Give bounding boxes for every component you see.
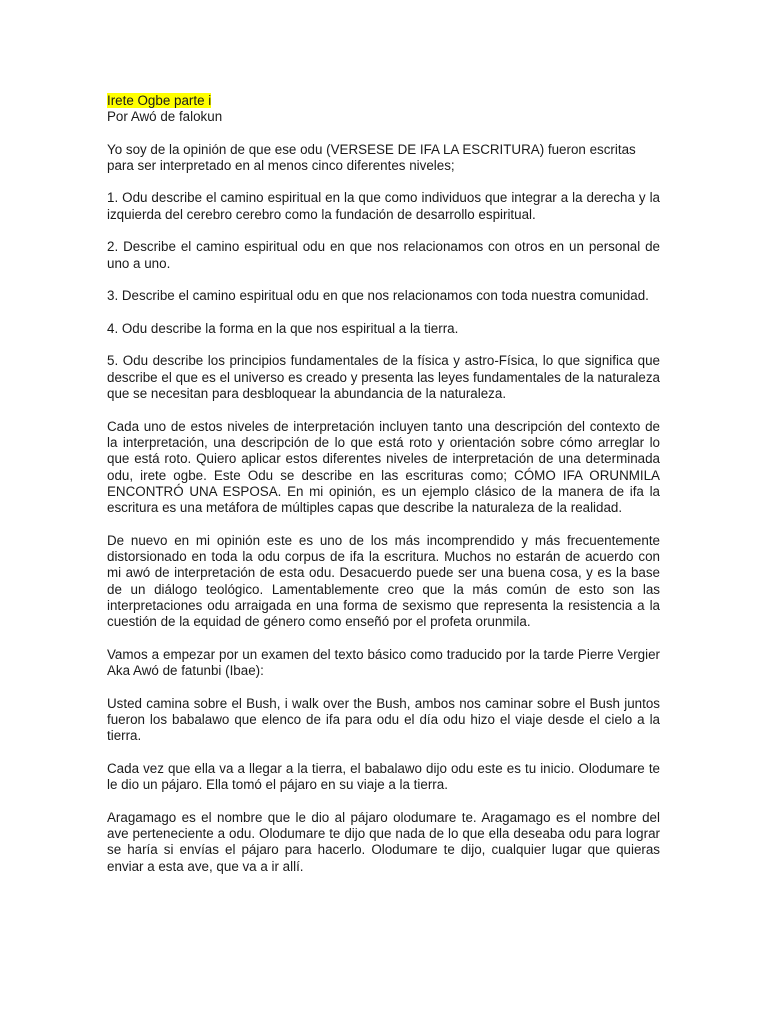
document-body xyxy=(107,93,660,891)
title-block xyxy=(107,93,660,126)
paragraph-level-4: 4. Odu describe la forma en la que nos espiritual a la tierra. xyxy=(107,320,459,336)
document-author: Por Awó de falokun xyxy=(107,109,223,125)
paragraph-intro: Yo soy de la opinión de que ese odu (VERSESE DE IFA LA ESCRITURA) fueron escritas para ser interpretado en al menos cinco diferentes niveles; xyxy=(107,141,636,173)
paragraph-examination: Vamos a empezar por un examen del texto básico como traducido por la tarde Pierre Vergier Aka Awó de fatunbi (Ibae): xyxy=(107,646,660,679)
paragraph-level-1: 1. Odu describe el camino espiritual en la que como individuos que integrar a la derecha y la izquierda del cerebro cerebro como la fundación de desarrollo espiritual. xyxy=(107,190,660,222)
paragraph-interpretation: Cada uno de estos niveles de interpretación incluyen tanto una descripción del contexto de la interpretación, una descripción de lo que está roto y orientación sobre cómo arreglar lo que está roto. Quiero aplicar estos diferentes niveles de interpretación de una determinada odu, irete ogbe. Este Odu se describe en las escrituras como; CÓMO IFA ORUNMILA ENCONTRÓ UNA ESPOSA. En mi opinión, es un ejemplo clásico de la manera de ifa la escritura es una metáfora de múltiples capas que describe la naturaleza de la realidad. xyxy=(107,418,660,516)
paragraph-level-3: 3. Describe el camino espiritual odu en que nos relacionamos con toda nuestra comunidad. xyxy=(107,288,649,304)
document-title: Irete Ogbe parte i xyxy=(107,93,212,108)
paragraph-opinion: De nuevo en mi opinión este es uno de los más incomprendido y más frecuentemente distorsionado en toda la odu corpus de ifa la escritura. Muchos no estarán de acuerdo con mi awó de interpretación de esta odu. Desacuerdo puede ser una buena cosa, y es la base de un diálogo teológico. Lamentablemente creo que la más común de esto son las interpretaciones odu arraigada en una forma de sexismo que representa la resistencia a la cuestión de la equidad de género como enseñó por el profeta orunmila. xyxy=(107,532,660,630)
paragraph-bush: Usted camina sobre el Bush, i walk over the Bush, ambos nos caminar sobre el Bush juntos fueron los babalawo que elenco de ifa para odu el día odu hizo el viaje desde el cielo a la tierra. xyxy=(107,695,660,744)
paragraph-aragamago: Aragamago es el nombre que le dio al pájaro olodumare te. Aragamago es el nombre del ave perteneciente a odu. Olodumare te dijo que nada de lo que ella deseaba odu para lograr se haría si envías el pájaro para hacerlo. Olodumare te dijo, cualquier lugar que quieras enviar a esta ave, que va a ir allí. xyxy=(107,809,660,874)
paragraph-arrival: Cada vez que ella va a llegar a la tierra, el babalawo dijo odu este es tu inicio. Olodumare te le dio un pájaro. Ella tomó el pájaro en su viaje a la tierra. xyxy=(107,760,660,793)
paragraph-level-2: 2. Describe el camino espiritual odu en que nos relacionamos con otros en un personal de uno a uno. xyxy=(107,239,660,271)
paragraph-level-5: 5. Odu describe los principios fundamentales de la física y astro-Física, lo que significa que describe el que es el universo es creado y presenta las leyes fundamentales de la naturaleza que se necesitan para desbloquear la abundancia de la naturaleza. xyxy=(107,353,660,402)
